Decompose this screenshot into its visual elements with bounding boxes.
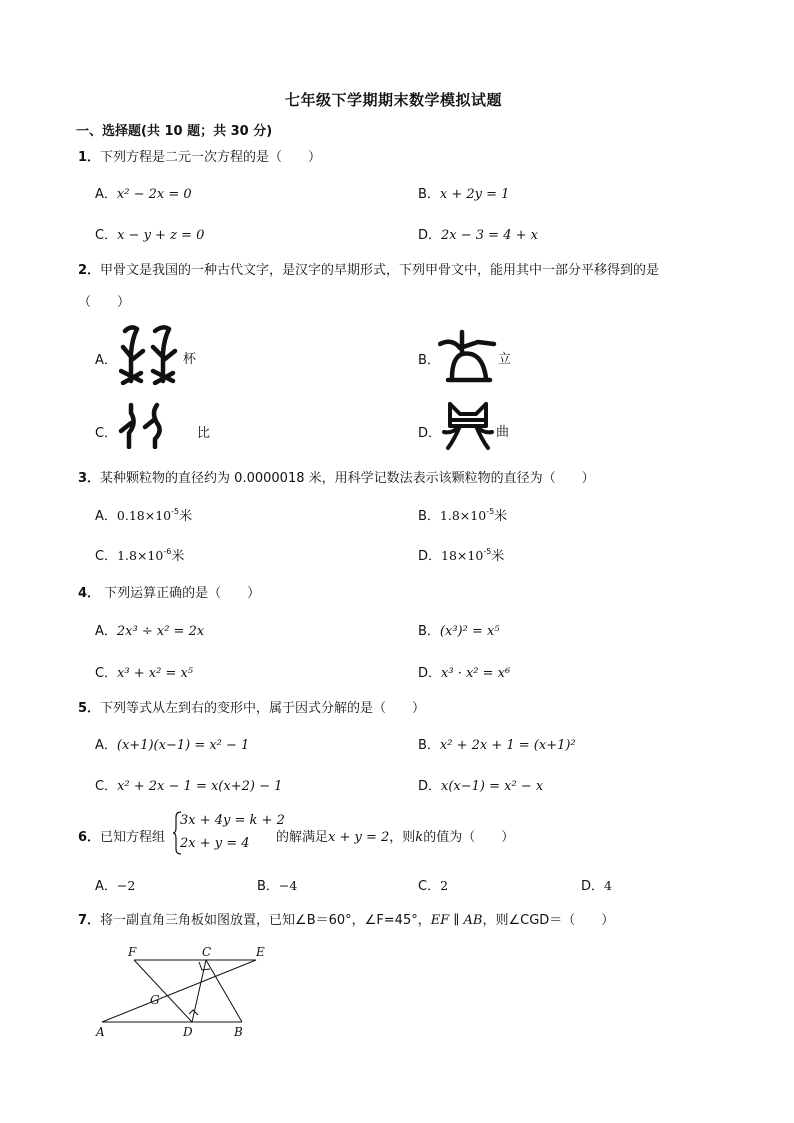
system-equation-1: 3x + 4y = k + 2 xyxy=(180,813,285,828)
option-label: C． xyxy=(418,879,441,894)
condition-expr: x + y = 2 xyxy=(328,830,390,845)
char-label: 比 xyxy=(197,426,211,441)
label-a: A xyxy=(96,1025,105,1039)
question-text: 下列等式从左到右的变形中，属于因式分解的是（ ） xyxy=(100,701,426,716)
label-b: B xyxy=(234,1025,243,1039)
q2-option-a[interactable] xyxy=(95,349,117,368)
option-label: A． xyxy=(95,738,117,753)
question-text: 下列运算正确的是（ ） xyxy=(100,586,261,601)
q2-option-b[interactable] xyxy=(418,349,440,368)
q6-option-a[interactable] xyxy=(95,875,135,894)
option-label: B． xyxy=(257,879,279,894)
q3-option-a[interactable] xyxy=(95,505,192,524)
option-label: B． xyxy=(418,509,440,524)
q1-option-d[interactable] xyxy=(418,224,538,243)
question-text: ，则 xyxy=(389,830,416,845)
sci-base: 1.8×10 xyxy=(117,548,164,563)
option-label: D． xyxy=(418,549,442,564)
question-text: ，则∠CGD＝（ ） xyxy=(482,913,615,928)
label-g: G xyxy=(150,993,160,1007)
sci-base: 18×10 xyxy=(441,548,484,563)
option-value: −2 xyxy=(116,878,136,893)
option-label: C． xyxy=(95,779,118,794)
variable: k xyxy=(415,830,424,845)
option-label: C． xyxy=(95,549,118,564)
option-expr: x² + 2x − 1 = x(x+2) − 1 xyxy=(117,779,283,794)
question-7-stem xyxy=(78,909,614,928)
option-label: B． xyxy=(418,353,440,368)
segment-ea xyxy=(102,960,256,1022)
question-number: 1． xyxy=(78,150,101,165)
oracle-qu-glyph-icon xyxy=(442,400,494,452)
unit: 米 xyxy=(491,549,505,564)
option-label: D． xyxy=(581,879,605,894)
option-expr: x − y + z = 0 xyxy=(117,228,205,243)
q6-option-b[interactable] xyxy=(257,875,297,894)
q6-option-d[interactable] xyxy=(581,875,612,894)
question-text: 甲骨文是我国的一种古代文字，是汉字的早期形式，下列甲骨文中，能用其中一部分平移得到的是 xyxy=(100,263,660,278)
q1-option-a[interactable] xyxy=(95,183,192,202)
option-label: C． xyxy=(95,228,118,243)
q2-option-c[interactable] xyxy=(95,422,117,441)
option-label: A． xyxy=(95,624,117,639)
section-heading: 一、选择题(共 10 题；共 30 分) xyxy=(76,124,273,139)
triangle-figure xyxy=(92,942,282,1042)
option-value: 2 xyxy=(440,878,449,893)
option-value: 4 xyxy=(604,878,612,893)
q4-option-a[interactable] xyxy=(95,620,204,639)
condition-expr: EF ∥ AB xyxy=(430,913,483,928)
option-expr: x³ + x² = x⁵ xyxy=(117,666,194,681)
label-f: F xyxy=(128,945,137,959)
q3-option-b[interactable] xyxy=(418,505,507,524)
unit: 米 xyxy=(179,509,193,524)
q4-option-b[interactable] xyxy=(418,620,500,639)
option-expr: (x³)² = x⁵ xyxy=(439,624,500,639)
segment-fd xyxy=(134,960,192,1022)
option-label: C． xyxy=(95,666,118,681)
option-label: A． xyxy=(95,187,117,202)
question-1-stem xyxy=(78,146,321,165)
q5-option-a[interactable] xyxy=(95,734,249,753)
q1-option-b[interactable] xyxy=(418,183,509,202)
question-number: 4． xyxy=(78,586,101,601)
option-label: B． xyxy=(418,624,440,639)
option-label: D． xyxy=(418,228,442,243)
q4-option-c[interactable] xyxy=(95,662,193,681)
option-expr: x + 2y = 1 xyxy=(439,187,510,202)
q6-option-c[interactable] xyxy=(418,875,448,894)
question-text: 某种颗粒物的直径约为 0.0000018 米，用科学记数法表示该颗粒物的直径为（ ） xyxy=(100,471,595,486)
question-number: 6． xyxy=(78,830,101,845)
option-label: A． xyxy=(95,879,117,894)
option-label: A． xyxy=(95,509,117,524)
label-e: E xyxy=(256,945,265,959)
question-number: 5． xyxy=(78,701,101,716)
option-label: D． xyxy=(418,779,442,794)
question-6-stem-pre xyxy=(78,826,165,845)
option-label: D． xyxy=(418,426,442,441)
question-number: 7． xyxy=(78,913,101,928)
sci-exponent: -5 xyxy=(483,547,492,556)
option-label: B． xyxy=(418,187,440,202)
question-2-stem-cont: （ ） xyxy=(78,295,131,310)
question-5-stem xyxy=(78,697,425,716)
option-expr: x² + 2x + 1 = (x+1)² xyxy=(439,738,576,753)
question-text: 将一副直角三角板如图放置，已知∠B＝60°，∠F=45°， xyxy=(100,913,431,928)
sci-exponent: -6 xyxy=(163,547,172,556)
sci-exponent: -5 xyxy=(171,507,180,516)
oracle-bei-glyph-icon xyxy=(119,323,183,385)
question-2-stem xyxy=(78,259,659,278)
question-text: 的解满足 xyxy=(276,830,329,845)
option-label: C． xyxy=(95,426,118,441)
question-6-stem-rest xyxy=(276,826,514,845)
option-label: B． xyxy=(418,738,440,753)
question-text: 的值为（ ） xyxy=(423,830,515,845)
unit: 米 xyxy=(171,549,185,564)
page-title: 七年级下学期期末数学模拟试题 xyxy=(285,91,503,109)
char-label: 曲 xyxy=(496,425,510,440)
system-equation-2: 2x + y = 4 xyxy=(180,836,250,851)
option-expr: x(x−1) = x² − x xyxy=(441,779,544,794)
option-value: −4 xyxy=(278,878,298,893)
label-d: D xyxy=(183,1025,193,1039)
option-label: A． xyxy=(95,353,117,368)
question-number: 3． xyxy=(78,471,101,486)
question-number: 2． xyxy=(78,263,101,278)
q3-option-c[interactable] xyxy=(95,545,184,564)
q4-option-d[interactable] xyxy=(418,662,510,681)
sci-base: 1.8×10 xyxy=(439,508,487,523)
option-expr: x² − 2x = 0 xyxy=(116,187,192,202)
option-expr: x³ · x² = x⁶ xyxy=(441,666,511,681)
option-expr: 2x³ ÷ x² = 2x xyxy=(116,624,205,639)
sci-base: 0.18×10 xyxy=(116,508,172,523)
question-text: 下列方程是二元一次方程的是（ ） xyxy=(100,150,322,165)
unit: 米 xyxy=(494,509,508,524)
question-text: 已知方程组 xyxy=(100,830,166,845)
char-label: 立 xyxy=(498,352,512,367)
sci-exponent: -5 xyxy=(486,507,495,516)
q5-option-d[interactable] xyxy=(418,775,543,794)
q3-option-d[interactable] xyxy=(418,545,504,564)
segment-cb xyxy=(206,960,242,1022)
option-expr: 2x − 3 = 4 + x xyxy=(441,228,538,243)
q1-option-c[interactable] xyxy=(95,224,204,243)
oracle-bi-glyph-icon xyxy=(117,401,177,449)
question-4-stem xyxy=(78,582,260,601)
char-label: 杯 xyxy=(183,352,197,367)
oracle-li-glyph-icon xyxy=(438,328,498,384)
label-c: C xyxy=(202,945,212,959)
q2-option-d[interactable] xyxy=(418,422,441,441)
option-label: D． xyxy=(418,666,442,681)
option-expr: (x+1)(x−1) = x² − 1 xyxy=(116,738,250,753)
question-3-stem xyxy=(78,467,595,486)
q5-option-b[interactable] xyxy=(418,734,576,753)
q5-option-c[interactable] xyxy=(95,775,282,794)
